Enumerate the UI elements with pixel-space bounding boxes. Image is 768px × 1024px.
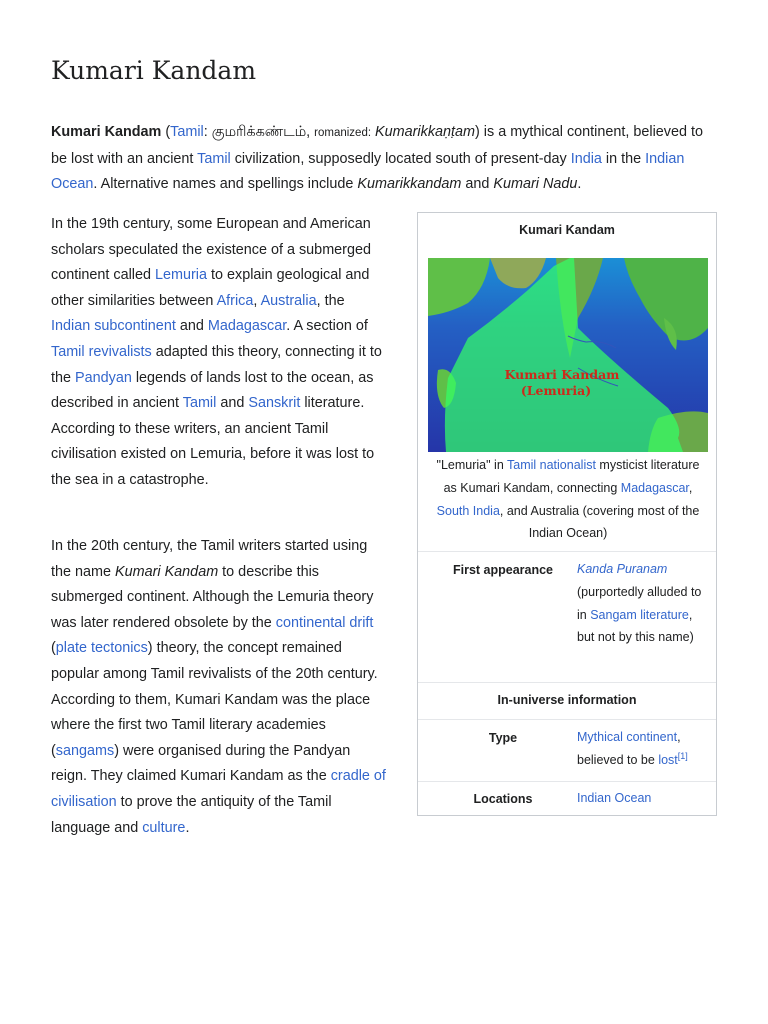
link-continental-drift[interactable]: continental drift [275, 614, 374, 631]
first-appearance-label: First appearance [452, 563, 554, 577]
locations-label: Locations [473, 792, 533, 806]
link-africa[interactable]: Africa [216, 292, 254, 309]
link-locations-indian-ocean[interactable]: Indian Ocean [577, 791, 652, 805]
link-sanskrit[interactable]: Sanskrit [248, 395, 301, 412]
link-cradle-of-civilisation[interactable]: cradle of civilisation [51, 768, 386, 810]
lead-paragraph: Kumari Kandam (Tamil: குமரிக்கண்டம், romanized: Kumarikkaṇṭam) is a mythical continent, believed to be lost with an ancient Tamil civilization, supposedly located south of present-day India in the Indian Ocean. Alternative names and spellings include Kumarikkandam and Kumari Nadu. [51, 124, 703, 193]
map-label-line-2: (Lemuria) [520, 383, 592, 398]
link-australia[interactable]: Australia [260, 292, 317, 309]
link-tamil-literature[interactable]: Tamil [182, 395, 217, 412]
infobox-title: Kumari Kandam [519, 223, 615, 237]
type-label: Type [488, 731, 518, 745]
link-tamil[interactable]: Tamil [170, 124, 204, 140]
infobox-divider [418, 551, 716, 552]
link-tamil-revivalists[interactable]: Tamil revivalists [51, 343, 152, 360]
alt-name-2: Kumari Nadu [493, 176, 578, 193]
lemuria-map-image[interactable] [428, 258, 708, 452]
link-tamil-civilization[interactable]: Tamil [197, 150, 231, 167]
paragraph-19th-century: In the 19th century, some European and American scholars speculated the existence of a submerged continent called Lemuria to explain geological and other similarities between Africa, Australia, the Indian subcontinent and Madagascar. A section of Tamil revivalists adapted this theory, connecting it to the Pandyan legends of lands lost to the ocean, as described in ancient Tamil and Sanskrit literature. According to these writers, an ancient Tamil civilisation existed on Lemuria, before it was lost to the sea in a catastrophe. [51, 216, 382, 488]
infobox-divider [418, 719, 716, 720]
romanized-name: Kumarikkaṇṭam [375, 124, 476, 140]
link-plate-tectonics[interactable]: plate tectonics [55, 640, 148, 657]
link-south-india[interactable]: South India [436, 503, 500, 518]
infobox [417, 212, 717, 816]
link-india[interactable]: India [570, 150, 602, 167]
link-sangams[interactable]: sangams [55, 742, 115, 759]
name-emphasis: Kumari Kandam [115, 563, 219, 580]
link-lost[interactable]: lost [658, 752, 678, 767]
link-indian-ocean[interactable]: Indian Ocean [51, 150, 685, 193]
link-pandyan[interactable]: Pandyan [75, 369, 132, 386]
link-lemuria[interactable]: Lemuria [155, 267, 208, 284]
type-value: Mythical continent, believed to be lost[1] [577, 730, 688, 767]
paragraph-20th-century: In the 20th century, the Tamil writers started using the name Kumari Kandam to describe this submerged continent. Although the Lemuria theory was later rendered obsolete by the continental drift (plate tectonics) theory, the concept remained popular among Tamil revivalists of the 20th century. According to them, Kumari Kandam was the place where the first two Tamil literary academies (sangams) were organised during the Pandyan reign. They claimed Kumari Kandam as the cradle of civilisation to prove the antiquity of the Tamil language and culture. [51, 538, 386, 836]
first-appearance-value: Kanda Puranam (purportedly alluded to in Sangam literature, but not by this name) [577, 562, 702, 645]
in-universe-header: In-universe information [497, 693, 637, 707]
lead-term: Kumari Kandam [51, 124, 162, 140]
map-label-line-1: Kumari Kandam [504, 367, 620, 382]
link-caption-madagascar[interactable]: Madagascar [620, 480, 689, 495]
tamil-script: குமரிக்கண்டம் [211, 124, 307, 140]
infobox-divider [418, 781, 716, 782]
link-indian-subcontinent[interactable]: Indian subcontinent [51, 318, 176, 335]
link-mythical-continent[interactable]: Mythical continent [577, 730, 678, 744]
link-culture[interactable]: culture [142, 819, 186, 836]
link-sangam-literature[interactable]: Sangam literature [590, 607, 689, 622]
reference-link[interactable]: [1] [677, 750, 688, 761]
infobox-divider [418, 682, 716, 683]
page-title: Kumari Kandam [51, 56, 257, 85]
link-madagascar[interactable]: Madagascar [207, 318, 287, 335]
locations-value [577, 787, 709, 810]
link-tamil-nationalist[interactable]: Tamil nationalist [507, 458, 596, 472]
map-caption: "Lemuria" in Tamil nationalist mysticist literature as Kumari Kandam, connecting Madagascar, South India, and Australia (covering most of the Indian Ocean) [436, 458, 700, 541]
alt-name-1: Kumarikkandam [357, 176, 462, 193]
romanized-label: romanized: [314, 127, 372, 139]
link-kanda-puranam[interactable]: Kanda Puranam [577, 562, 668, 576]
